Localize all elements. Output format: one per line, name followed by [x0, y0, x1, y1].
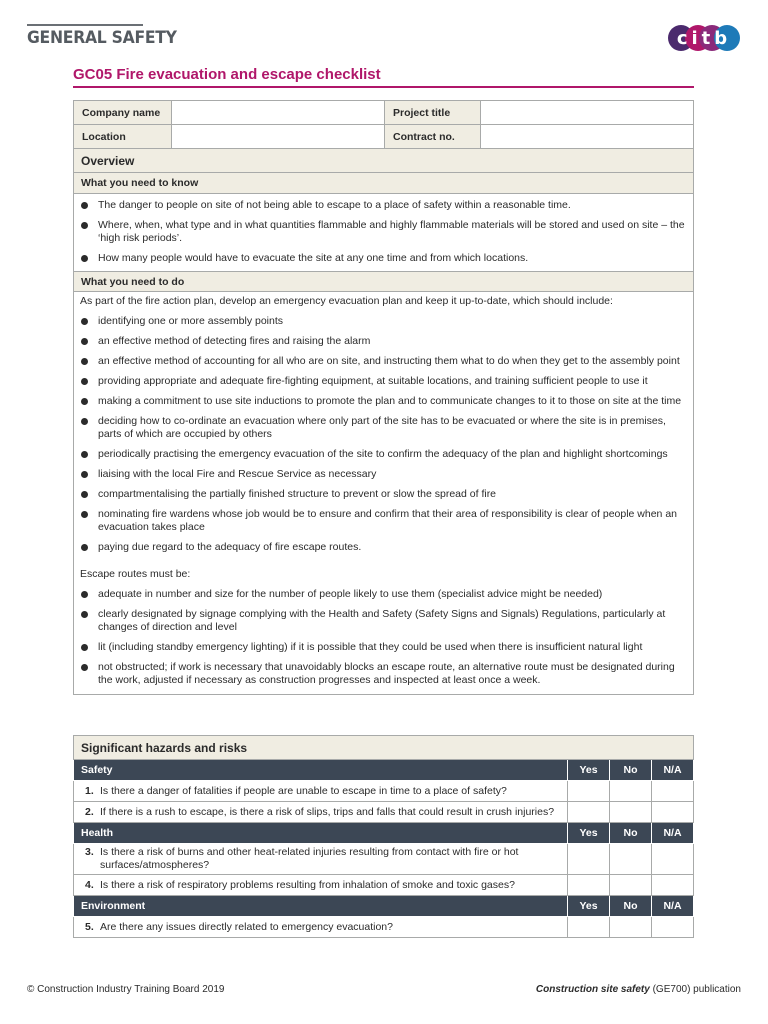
publication-title: Construction site safety: [535, 984, 650, 995]
list-item: liaising with the local Fire and Rescue Service as necessary: [80, 468, 687, 481]
yes-checkbox[interactable]: [568, 781, 610, 802]
na-checkbox[interactable]: [652, 917, 694, 938]
escape-list: [74, 588, 693, 687]
list-item: The danger to people on site of not being able to escape to a place of safety within a reasonable time.: [80, 199, 687, 212]
document-title: GC05 Fire evacuation and escape checklist: [73, 66, 381, 83]
question-text: If there is a rush to escape, is there a risk of slips, trips and falls that could result in crush injuries?: [100, 805, 555, 818]
question-number: 5.: [85, 920, 94, 933]
list-item: How many people would have to evacuate the site at any one time and from which locations.: [80, 252, 687, 265]
table-row: [74, 781, 694, 802]
list-item: clearly designated by signage complying with the Health and Safety (Safety Signs and Signals) Regulations, particularly at changes of direction and level: [80, 608, 687, 634]
na-checkbox[interactable]: [652, 781, 694, 802]
yes-checkbox[interactable]: [568, 875, 610, 896]
no-checkbox[interactable]: [610, 844, 652, 875]
hazards-table: [73, 735, 694, 938]
list-item: compartmentalising the partially finished structure to prevent or slow the spread of fire: [80, 488, 687, 501]
company-name-label: Company name: [74, 101, 172, 125]
safety-category: Safety: [74, 760, 568, 781]
overview-section: [73, 148, 694, 695]
no-checkbox[interactable]: [610, 917, 652, 938]
na-checkbox[interactable]: [652, 875, 694, 896]
question-number: 1.: [85, 784, 94, 797]
no-checkbox[interactable]: [610, 802, 652, 823]
no-checkbox[interactable]: [610, 875, 652, 896]
na-checkbox[interactable]: [652, 802, 694, 823]
list-item: Where, when, what type and in what quantities flammable and highly flammable materials will be stored and used on site – the ‘high risk periods’.: [80, 219, 687, 245]
list-item: an effective method of accounting for all who are on site, and instructing them what to do when they get to the assembly point: [80, 355, 687, 368]
project-info-table: [73, 100, 694, 149]
health-category: Health: [74, 823, 568, 844]
col-no: No: [610, 896, 652, 917]
svg-text:citb: citb: [676, 28, 732, 49]
col-na: N/A: [652, 760, 694, 781]
list-item: identifying one or more assembly points: [80, 315, 687, 328]
overview-heading: Overview: [74, 148, 693, 173]
know-heading: What you need to know: [74, 173, 693, 194]
question-text: Is there a risk of burns and other heat-related injuries resulting from contact with fire or hot surfaces/atmospheres?: [100, 846, 519, 871]
project-title-field[interactable]: [481, 101, 694, 125]
na-checkbox[interactable]: [652, 844, 694, 875]
title-rule: [73, 86, 694, 88]
section-title: GENERAL SAFETY: [27, 28, 177, 48]
contract-no-label: Contract no.: [385, 125, 481, 149]
col-no: No: [610, 760, 652, 781]
col-yes: Yes: [568, 760, 610, 781]
table-row: [74, 875, 694, 896]
page-header: [0, 0, 768, 60]
question-text: Is there a risk of respiratory problems resulting from inhalation of smoke and toxic gases?: [100, 878, 515, 891]
table-row: [74, 844, 694, 875]
list-item: adequate in number and size for the number of people likely to use them (specialist advice might be needed): [80, 588, 687, 601]
list-item: nominating fire wardens whose job would be to ensure and confirm that their area of responsibility is clear of people when an evacuation takes place: [80, 508, 687, 534]
header-rule: [27, 24, 143, 26]
question-text: Is there a danger of fatalities if people are unable to escape in time to a place of safety?: [100, 784, 507, 797]
list-item: an effective method of detecting fires and raising the alarm: [80, 335, 687, 348]
list-item: providing appropriate and adequate fire-fighting equipment, at suitable locations, and training sufficient people to use it: [80, 375, 687, 388]
footer-publication: [536, 984, 741, 995]
contract-no-field[interactable]: [481, 125, 694, 149]
table-row: [74, 917, 694, 938]
list-item: lit (including standby emergency lighting) if it is possible that they could be used when there is insufficient natural light: [80, 641, 687, 654]
col-yes: Yes: [568, 823, 610, 844]
col-na: N/A: [652, 823, 694, 844]
project-title-label: Project title: [385, 101, 481, 125]
escape-intro: Escape routes must be:: [80, 568, 191, 580]
do-heading: What you need to do: [74, 271, 693, 292]
list-item: making a commitment to use site inductions to promote the plan and to communicate changes to it to those on site at the time: [80, 395, 687, 408]
company-name-field[interactable]: [172, 101, 385, 125]
list-item: not obstructed; if work is necessary that unavoidably blocks an escape route, an alternative route must be designated during the work, adjusted if necessary as construction progresses and inspected at least once a week.: [80, 661, 687, 687]
do-intro: As part of the fire action plan, develop an emergency evacuation plan and keep it up-to-date, which should include:: [80, 295, 613, 307]
yes-checkbox[interactable]: [568, 802, 610, 823]
question-number: 2.: [85, 805, 94, 818]
footer-copyright: © Construction Industry Training Board 2019: [27, 984, 225, 995]
environment-category: Environment: [74, 896, 568, 917]
list-item: paying due regard to the adequacy of fire escape routes.: [80, 541, 687, 554]
col-yes: Yes: [568, 896, 610, 917]
list-item: periodically practising the emergency evacuation of the site to confirm the adequacy of the plan and highlight shortcomings: [80, 448, 687, 461]
hazards-heading: Significant hazards and risks: [74, 736, 694, 760]
yes-checkbox[interactable]: [568, 917, 610, 938]
citb-logo: [667, 24, 741, 52]
col-no: No: [610, 823, 652, 844]
question-number: 3.: [85, 846, 94, 858]
location-label: Location: [74, 125, 172, 149]
do-list: [74, 315, 693, 554]
table-row: [74, 802, 694, 823]
no-checkbox[interactable]: [610, 781, 652, 802]
col-na: N/A: [652, 896, 694, 917]
question-number: 4.: [85, 878, 94, 891]
know-list: [74, 194, 693, 265]
publication-code: (GE700) publication: [649, 984, 741, 995]
question-text: Are there any issues directly related to emergency evacuation?: [100, 920, 393, 933]
location-field[interactable]: [172, 125, 385, 149]
yes-checkbox[interactable]: [568, 844, 610, 875]
list-item: deciding how to co-ordinate an evacuation where only part of the site has to be evacuated or where the site is in premises, parts of which are occupied by others: [80, 415, 687, 441]
